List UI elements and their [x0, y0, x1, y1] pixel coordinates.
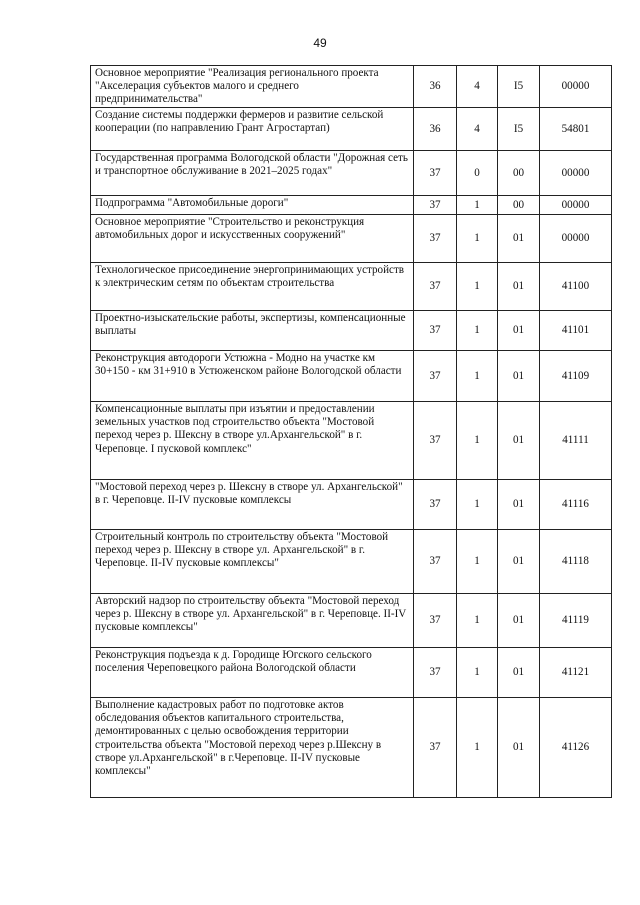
program-code-cell: 37	[414, 530, 457, 594]
table-row	[91, 351, 612, 402]
table-row	[91, 648, 612, 698]
row-name-cell: Технологическое присоединение энергопринимающих устройств к электрическим сетям по объектам строительства	[91, 263, 414, 311]
direction-code-cell: 41118	[540, 530, 612, 594]
program-code-cell: 37	[414, 351, 457, 402]
direction-code-cell: 41109	[540, 351, 612, 402]
program-code-cell: 37	[414, 151, 457, 196]
table-row	[91, 480, 612, 530]
direction-code-cell: 00000	[540, 196, 612, 215]
event-code-cell: 01	[498, 351, 540, 402]
table-row	[91, 151, 612, 196]
subprogram-code-cell: 1	[457, 263, 498, 311]
direction-code-cell: 41126	[540, 698, 612, 798]
subprogram-code-cell: 1	[457, 648, 498, 698]
page-number: 49	[313, 36, 327, 50]
table-row	[91, 402, 612, 480]
event-code-cell: 01	[498, 263, 540, 311]
program-code-cell: 37	[414, 594, 457, 648]
direction-code-cell: 00000	[540, 215, 612, 263]
event-code-cell: 01	[498, 402, 540, 480]
program-code-cell: 37	[414, 311, 457, 351]
direction-code-cell: 54801	[540, 108, 612, 151]
row-name-cell: Авторский надзор по строительству объекта "Мостовой переход через р. Шексну в створе ул. Архангельской" в г. Череповце. II-IV пусковые комплексы"	[91, 594, 414, 648]
table-row	[91, 698, 612, 798]
table-row	[91, 311, 612, 351]
subprogram-code-cell: 1	[457, 215, 498, 263]
row-name-cell: Государственная программа Вологодской области "Дорожная сеть и транспортное обслуживание в 2021–2025 годах"	[91, 151, 414, 196]
program-code-cell: 37	[414, 215, 457, 263]
event-code-cell: 01	[498, 698, 540, 798]
program-code-cell: 36	[414, 108, 457, 151]
subprogram-code-cell: 1	[457, 594, 498, 648]
table-row	[91, 263, 612, 311]
table-row	[91, 594, 612, 648]
table-row	[91, 215, 612, 263]
direction-code-cell: 41101	[540, 311, 612, 351]
row-name-cell: Подпрограмма "Автомобильные дороги"	[91, 196, 414, 215]
subprogram-code-cell: 1	[457, 311, 498, 351]
program-code-cell: 37	[414, 263, 457, 311]
event-code-cell: 00	[498, 196, 540, 215]
program-code-cell: 37	[414, 402, 457, 480]
subprogram-code-cell: 1	[457, 351, 498, 402]
row-name-cell: Основное мероприятие "Реализация регионального проекта "Акселерация субъектов малого и среднего предпринимательства"	[91, 66, 414, 108]
direction-code-cell: 41121	[540, 648, 612, 698]
row-name-cell: Реконструкция автодороги Устюжна - Модно на участке км 30+150 - км 31+910 в Устюженском районе Вологодской области	[91, 351, 414, 402]
table-row	[91, 66, 612, 108]
program-code-cell: 37	[414, 698, 457, 798]
event-code-cell: 01	[498, 594, 540, 648]
event-code-cell: 01	[498, 215, 540, 263]
direction-code-cell: 41116	[540, 480, 612, 530]
row-name-cell: Реконструкция подъезда к д. Городище Югского сельского поселения Череповецкого района Вологодской области	[91, 648, 414, 698]
table-row	[91, 530, 612, 594]
event-code-cell: 01	[498, 530, 540, 594]
event-code-cell: 01	[498, 480, 540, 530]
subprogram-code-cell: 0	[457, 151, 498, 196]
budget-classification-table	[90, 65, 612, 798]
row-name-cell: Выполнение кадастровых работ по подготовке актов обследования объектов капитального строительства, демонтированных с целью освобождения территории строительства объекта "Мостовой переход через р.Шексну в створе ул.Архангельской" в г.Череповце. II-IV пусковые комплексы"	[91, 698, 414, 798]
row-name-cell: "Мостовой переход через р. Шексну в створе ул. Архангельской" в г. Череповце. II-IV пусковые комплексы	[91, 480, 414, 530]
event-code-cell: 01	[498, 648, 540, 698]
table-row	[91, 196, 612, 215]
subprogram-code-cell: 4	[457, 108, 498, 151]
subprogram-code-cell: 1	[457, 698, 498, 798]
row-name-cell: Проектно-изыскательские работы, экспертизы, компенсационные выплаты	[91, 311, 414, 351]
row-name-cell: Компенсационные выплаты при изъятии и предоставлении земельных участков под строительство объекта "Мостовой переход через р. Шексну в створе ул.Архангельской" в г. Череповце. I пусковой комплекс"	[91, 402, 414, 480]
direction-code-cell: 00000	[540, 151, 612, 196]
row-name-cell: Строительный контроль по строительству объекта "Мостовой переход через р. Шексну в створе ул. Архангельской" в г. Череповце. II-IV пусковые комплексы"	[91, 530, 414, 594]
subprogram-code-cell: 1	[457, 402, 498, 480]
row-name-cell: Основное мероприятие "Строительство и реконструкция автомобильных дорог и искусственных сооружений"	[91, 215, 414, 263]
subprogram-code-cell: 1	[457, 196, 498, 215]
event-code-cell: 00	[498, 151, 540, 196]
subprogram-code-cell: 4	[457, 66, 498, 108]
direction-code-cell: 41100	[540, 263, 612, 311]
program-code-cell: 37	[414, 196, 457, 215]
direction-code-cell: 41119	[540, 594, 612, 648]
direction-code-cell: 41111	[540, 402, 612, 480]
subprogram-code-cell: 1	[457, 530, 498, 594]
event-code-cell: I5	[498, 108, 540, 151]
program-code-cell: 37	[414, 648, 457, 698]
row-name-cell: Создание системы поддержки фермеров и развитие сельской кооперации (по направлению Грант Агростартап)	[91, 108, 414, 151]
subprogram-code-cell: 1	[457, 480, 498, 530]
table-row	[91, 108, 612, 151]
event-code-cell: I5	[498, 66, 540, 108]
program-code-cell: 36	[414, 66, 457, 108]
direction-code-cell: 00000	[540, 66, 612, 108]
program-code-cell: 37	[414, 480, 457, 530]
event-code-cell: 01	[498, 311, 540, 351]
